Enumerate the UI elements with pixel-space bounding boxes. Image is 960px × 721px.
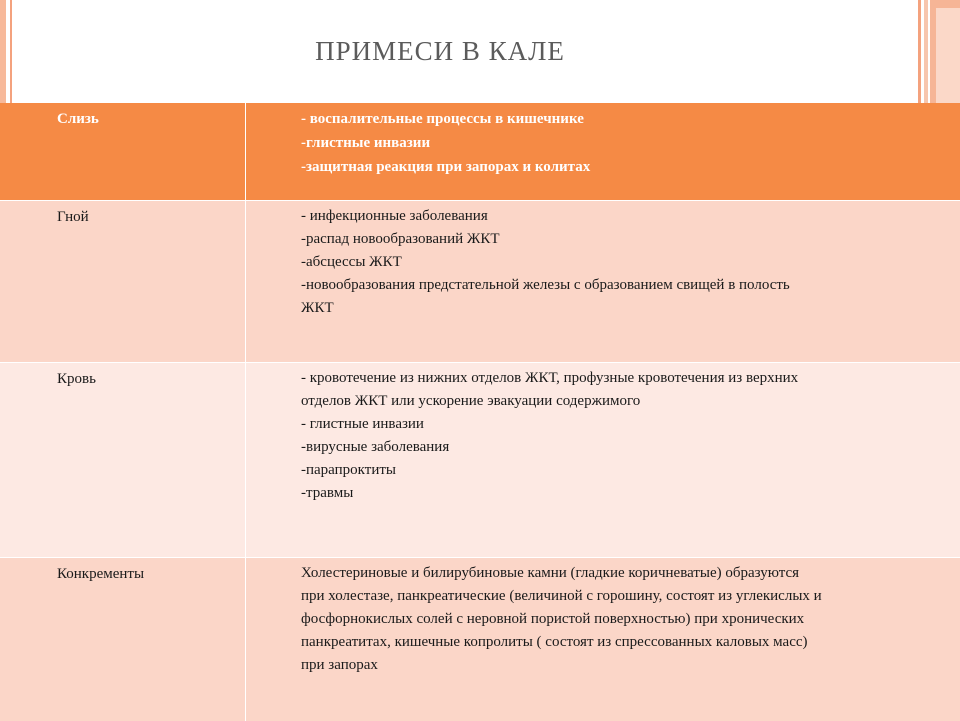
table-cell-name <box>0 558 246 721</box>
table-cell-name <box>0 103 246 201</box>
decorative-stripe <box>936 8 960 103</box>
table-row <box>0 558 960 721</box>
row-description <box>246 103 960 179</box>
description-line: - глистные инвазии <box>301 413 952 436</box>
row-name: Конкременты <box>0 558 245 586</box>
table-cell-description <box>246 201 960 363</box>
row-description <box>246 201 960 320</box>
table-cell-description <box>246 363 960 558</box>
description-line: панкреатитах, кишечные копролиты ( состоят из спрессованных каловых масс) <box>301 631 952 654</box>
description-line: ЖКТ <box>301 297 952 320</box>
row-description <box>246 558 960 677</box>
row-name: Гной <box>0 201 245 229</box>
description-line: -новообразования предстательной железы с образованием свищей в полость <box>301 274 952 297</box>
description-line: -абсцессы ЖКТ <box>301 251 952 274</box>
description-line: при холестазе, панкреатические (величиной с горошину, состоят из углекислых и <box>301 585 952 608</box>
impurities-table <box>0 103 960 721</box>
slide-title: ПРИМЕСИ В КАЛЕ <box>0 36 880 67</box>
table-row <box>0 201 960 363</box>
decorative-stripe <box>924 0 928 103</box>
description-line: -травмы <box>301 482 952 505</box>
description-line: -парапроктиты <box>301 459 952 482</box>
table-cell-name <box>0 363 246 558</box>
description-line: отделов ЖКТ или ускорение эвакуации содержимого <box>301 390 952 413</box>
table-cell-description <box>246 103 960 201</box>
row-description <box>246 363 960 505</box>
description-line: при запорах <box>301 654 952 677</box>
decorative-stripe <box>918 0 921 103</box>
row-name: Кровь <box>0 363 245 391</box>
description-line: - кровотечение из нижних отделов ЖКТ, профузные кровотечения из верхних <box>301 367 952 390</box>
description-line: -защитная реакция при запорах и колитах <box>301 155 952 179</box>
description-line: Холестериновые и билирубиновые камни (гладкие коричневатые) образуются <box>301 562 952 585</box>
table-cell-name <box>0 201 246 363</box>
row-name: Слизь <box>0 103 245 131</box>
table-row <box>0 363 960 558</box>
description-line: - воспалительные процессы в кишечнике <box>301 107 952 131</box>
description-line: -распад новообразований ЖКТ <box>301 228 952 251</box>
table-row <box>0 103 960 201</box>
table-cell-description <box>246 558 960 721</box>
description-line: -глистные инвазии <box>301 131 952 155</box>
description-line: - инфекционные заболевания <box>301 205 952 228</box>
description-line: фосфорнокислых солей с неровной пористой поверхностью) при хронических <box>301 608 952 631</box>
description-line: -вирусные заболевания <box>301 436 952 459</box>
